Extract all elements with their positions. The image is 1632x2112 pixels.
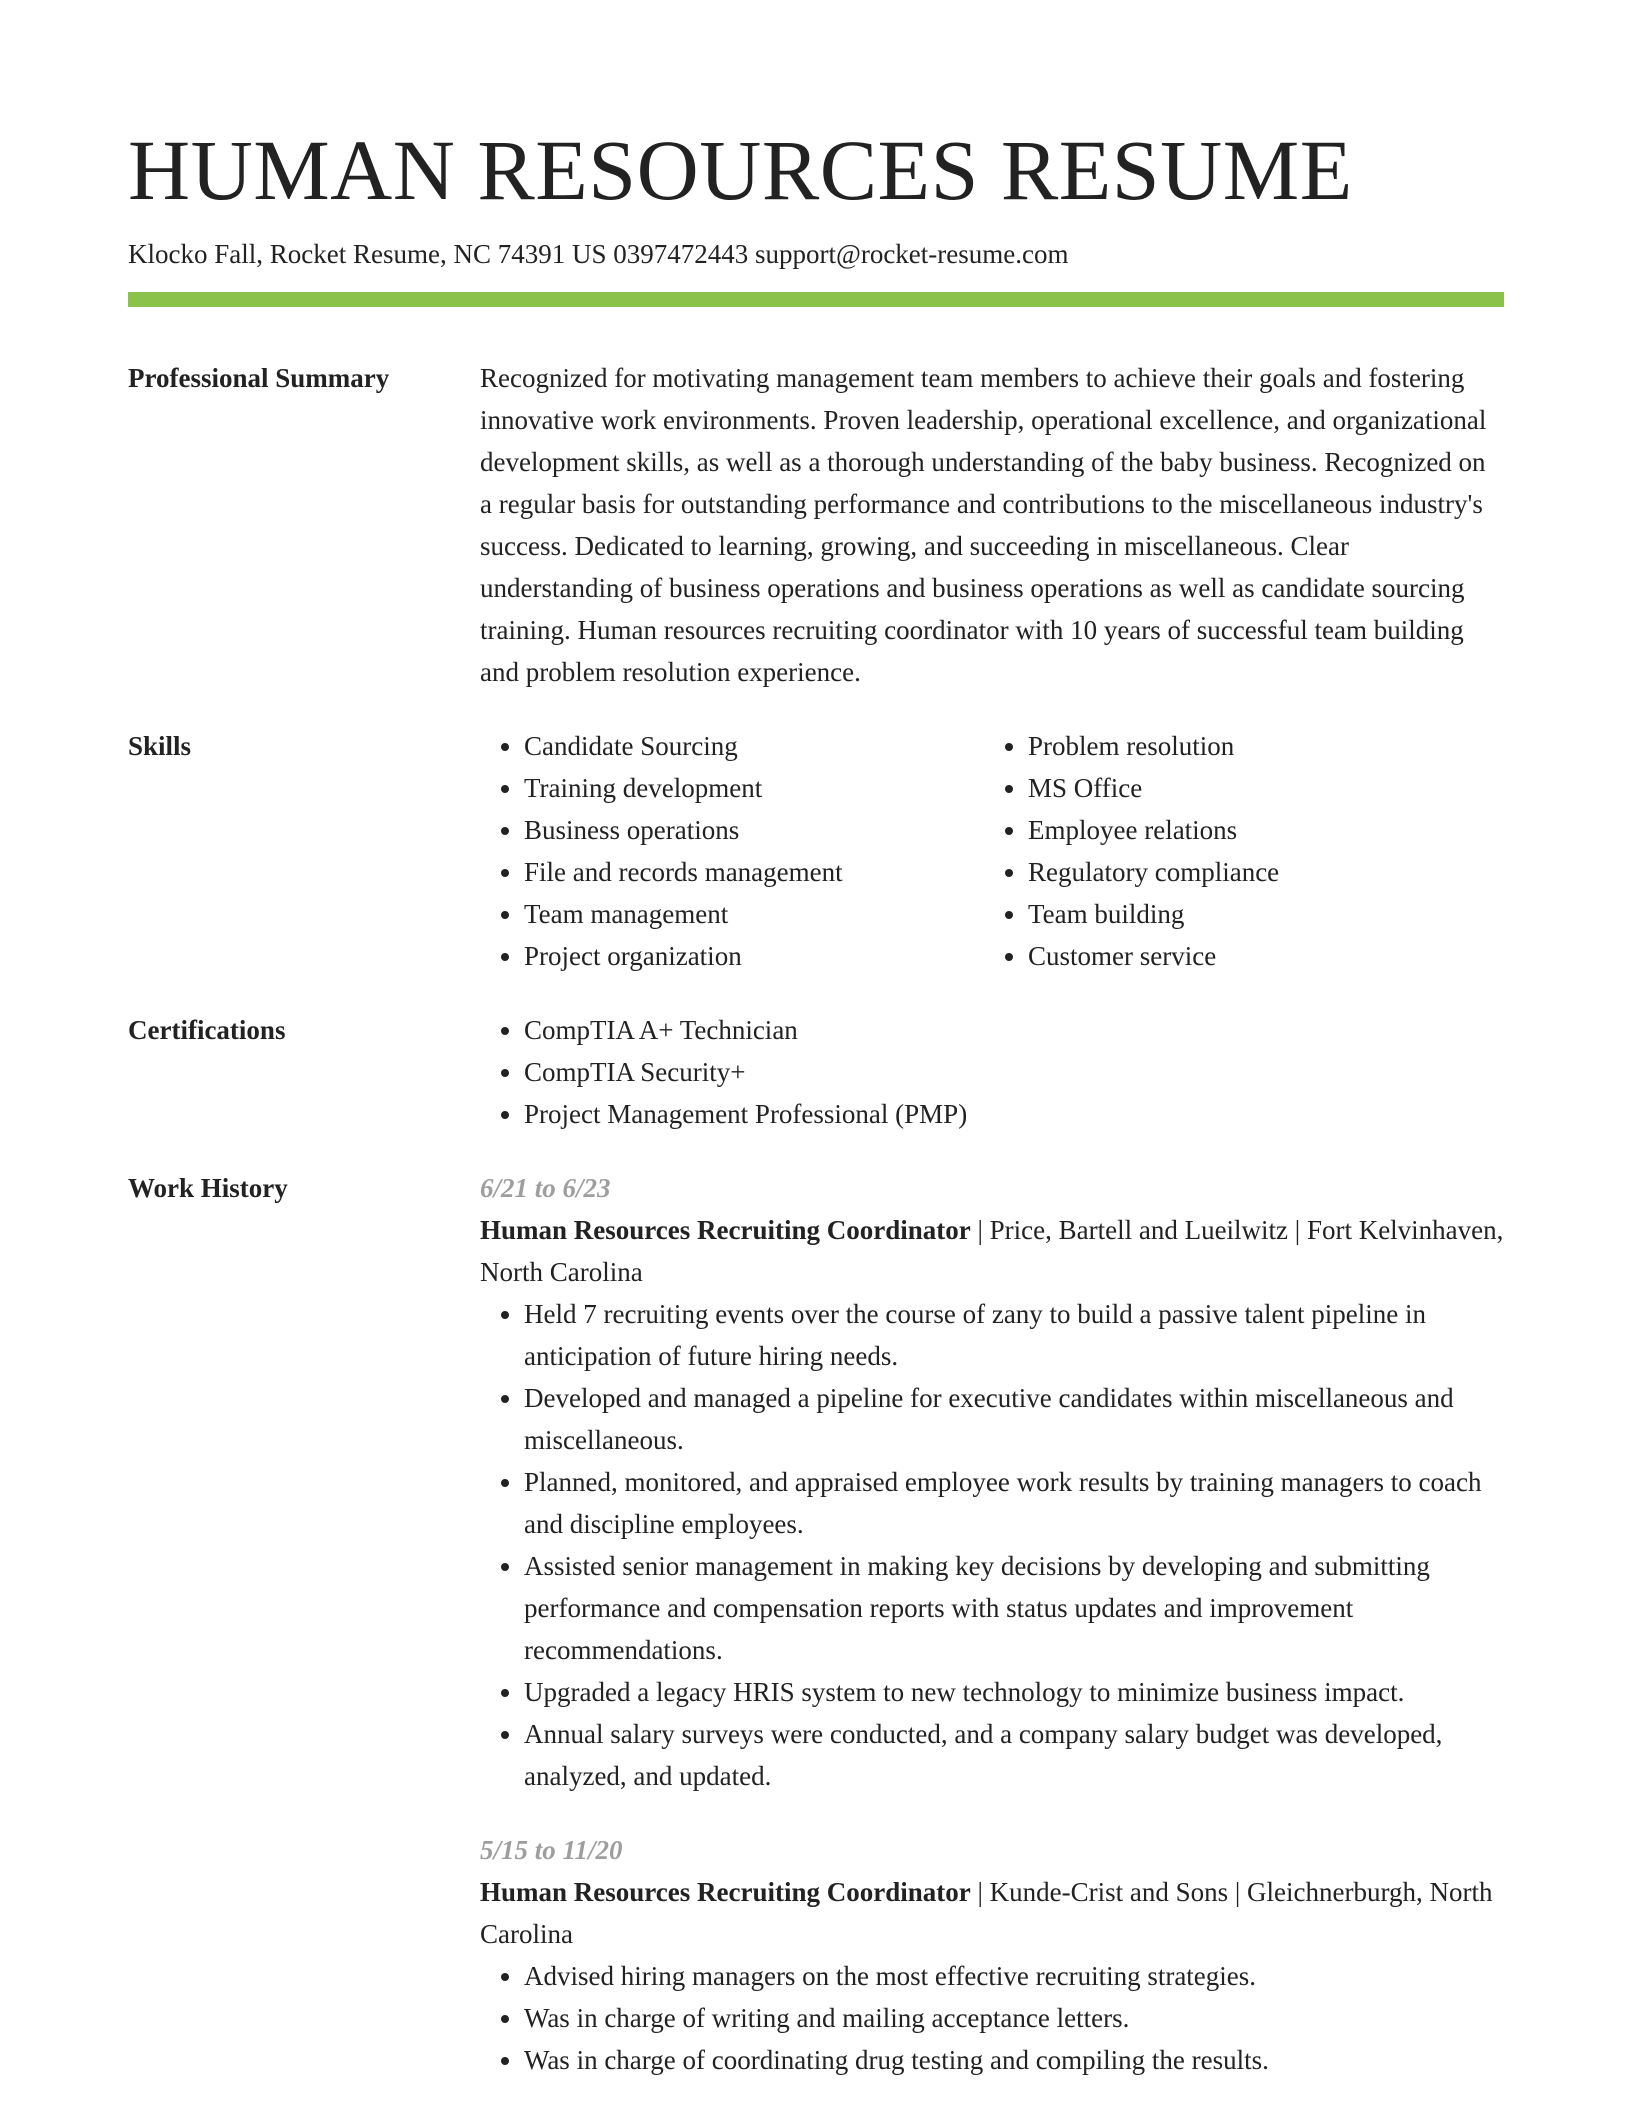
skill-item: • Project organization: [524, 935, 984, 977]
skill-item: • Problem resolution: [1028, 725, 1488, 767]
skills-column-right: [984, 725, 1488, 977]
skills-grid: [480, 725, 1504, 977]
job-entry: [480, 1167, 1504, 1797]
job-header: [480, 1209, 1504, 1293]
job-duty-item: • Developed and managed a pipeline for executive candidates within miscellaneous and miscellaneous.: [524, 1377, 1504, 1461]
job-duties: [480, 1955, 1504, 2081]
skill-item: • MS Office: [1028, 767, 1488, 809]
resume-title: HUMAN RESOURCES RESUME: [128, 122, 1353, 218]
skill-item: • File and records management: [524, 851, 984, 893]
job-title: Human Resources Recruiting Coordinator: [480, 1877, 971, 1907]
certification-item: • CompTIA Security+: [524, 1051, 1504, 1093]
skills-section: [128, 725, 1504, 977]
job-duty-item: • Upgraded a legacy HRIS system to new technology to minimize business impact.: [524, 1671, 1504, 1713]
work-history-section: [128, 1167, 1504, 2081]
skill-item: • Team management: [524, 893, 984, 935]
job-duty-item: • Assisted senior management in making key decisions by developing and submitting performance and compensation reports with status updates and improvement recommendations.: [524, 1545, 1504, 1671]
job-duty-item: • Advised hiring managers on the most effective recruiting strategies.: [524, 1955, 1504, 1997]
resume-page: [128, 116, 1504, 2081]
certification-item: • Project Management Professional (PMP): [524, 1093, 1504, 1135]
job-title: Human Resources Recruiting Coordinator: [480, 1215, 971, 1245]
job-duty-item: • Planned, monitored, and appraised employee work results by training managers to coach and discipline employees.: [524, 1461, 1504, 1545]
job-dates: 5/15 to 11/20: [480, 1835, 623, 1865]
summary-section: [128, 357, 1504, 693]
skill-item: • Team building: [1028, 893, 1488, 935]
job-entry: [480, 1829, 1504, 2081]
job-dates: 6/21 to 6/23: [480, 1173, 611, 1203]
skills-column-left: [480, 725, 984, 977]
certification-item: • CompTIA A+ Technician: [524, 1009, 1504, 1051]
job-duty-item: • Was in charge of writing and mailing acceptance letters.: [524, 1997, 1504, 2039]
skill-item: • Employee relations: [1028, 809, 1488, 851]
skill-item: • Training development: [524, 767, 984, 809]
job-duty-item: • Held 7 recruiting events over the course of zany to build a passive talent pipeline in anticipation of future hiring needs.: [524, 1293, 1504, 1377]
contact-line: Klocko Fall, Rocket Resume, NC 74391 US 0397472443 support@rocket-resume.com: [128, 239, 1069, 269]
job-duties: [480, 1293, 1504, 1797]
job-employer-location: | Kunde-Crist and Sons | Gleichnerburgh, North Carolina: [480, 1877, 1493, 1949]
skill-item: • Candidate Sourcing: [524, 725, 984, 767]
job-header: [480, 1871, 1504, 1955]
skill-item: • Business operations: [524, 809, 984, 851]
work-history-heading: Work History: [128, 1173, 288, 1203]
job-duty-item: • Annual salary surveys were conducted, and a company salary budget was developed, analyzed, and updated.: [524, 1713, 1504, 1797]
skills-heading: Skills: [128, 731, 192, 761]
job-duty-item: • Was in charge of coordinating drug testing and compiling the results.: [524, 2039, 1504, 2081]
accent-divider: [128, 292, 1504, 307]
summary-heading: Professional Summary: [128, 363, 390, 393]
certifications-heading: Certifications: [128, 1015, 286, 1045]
skill-item: • Customer service: [1028, 935, 1488, 977]
certifications-body: [480, 1009, 1504, 1135]
work-history-body: [480, 1167, 1504, 2081]
summary-text: Recognized for motivating management team members to achieve their goals and fostering innovative work environments. Proven leadership, operational excellence, and organizational development skills, as well as a thorough understanding of the baby business. Recognized on a regular basis for outstanding performance and contributions to the miscellaneous industry's success. Dedicated to learning, growing, and succeeding in miscellaneous. Clear understanding of business operations and business operations as well as candidate sourcing training. Human resources recruiting coordinator with 10 years of successful team building and problem resolution experience.: [480, 363, 1487, 687]
skill-item: • Regulatory compliance: [1028, 851, 1488, 893]
certifications-section: [128, 1009, 1504, 1135]
job-employer-location: | Price, Bartell and Lueilwitz | Fort Kelvinhaven, North Carolina: [480, 1215, 1504, 1287]
